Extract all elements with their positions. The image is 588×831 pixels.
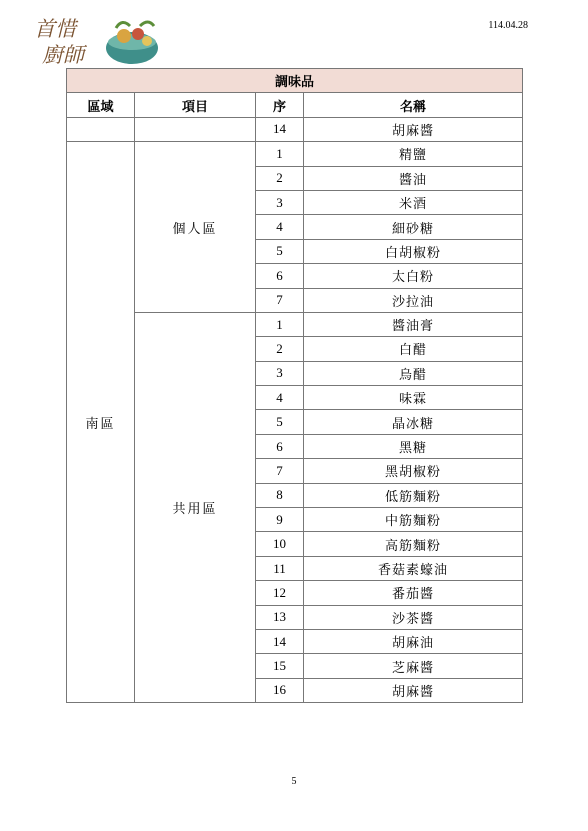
name-cell: 醬油 bbox=[304, 166, 523, 190]
name-cell: 高筋麵粉 bbox=[304, 532, 523, 556]
item-cell: 個人區 bbox=[135, 142, 256, 313]
page-number: 5 bbox=[291, 776, 297, 787]
table-header-row bbox=[67, 93, 523, 117]
seasoning-table bbox=[66, 68, 523, 703]
table-row bbox=[67, 142, 523, 166]
region-cell-empty bbox=[67, 117, 135, 141]
seq-cell: 5 bbox=[256, 410, 304, 434]
table-title-row bbox=[67, 69, 523, 93]
table-row bbox=[67, 117, 523, 141]
column-header-name: 名稱 bbox=[304, 93, 523, 117]
logo-text-line1: 首惜 bbox=[34, 17, 76, 41]
seq-cell: 2 bbox=[256, 337, 304, 361]
seq-cell: 2 bbox=[256, 166, 304, 190]
document-date: 114.04.28 bbox=[488, 20, 528, 31]
name-cell: 白醋 bbox=[304, 337, 523, 361]
seq-cell: 7 bbox=[256, 288, 304, 312]
seq-cell: 1 bbox=[256, 142, 304, 166]
name-cell: 胡麻醬 bbox=[304, 678, 523, 702]
name-cell: 白胡椒粉 bbox=[304, 239, 523, 263]
seq-cell: 6 bbox=[256, 434, 304, 458]
seq-cell: 10 bbox=[256, 532, 304, 556]
name-cell: 中筋麵粉 bbox=[304, 508, 523, 532]
item-cell-empty bbox=[135, 117, 256, 141]
name-cell: 烏醋 bbox=[304, 361, 523, 385]
name-cell: 胡麻醬 bbox=[304, 117, 523, 141]
seq-cell: 3 bbox=[256, 361, 304, 385]
seq-cell: 12 bbox=[256, 581, 304, 605]
name-cell: 黑糖 bbox=[304, 434, 523, 458]
name-cell: 太白粉 bbox=[304, 264, 523, 288]
name-cell: 味霖 bbox=[304, 386, 523, 410]
region-cell: 南區 bbox=[67, 142, 135, 703]
item-cell: 共用區 bbox=[135, 312, 256, 702]
seq-cell: 11 bbox=[256, 556, 304, 580]
seq-cell: 1 bbox=[256, 312, 304, 336]
column-header-item: 項目 bbox=[135, 93, 256, 117]
seq-cell: 15 bbox=[256, 654, 304, 678]
seq-cell: 8 bbox=[256, 483, 304, 507]
seq-cell: 14 bbox=[256, 629, 304, 653]
name-cell: 米酒 bbox=[304, 190, 523, 214]
seq-cell: 4 bbox=[256, 215, 304, 239]
seq-cell: 13 bbox=[256, 605, 304, 629]
name-cell: 香菇素蠔油 bbox=[304, 556, 523, 580]
name-cell: 芝麻醬 bbox=[304, 654, 523, 678]
column-header-seq: 序 bbox=[256, 93, 304, 117]
seq-cell: 4 bbox=[256, 386, 304, 410]
column-header-region: 區域 bbox=[67, 93, 135, 117]
logo bbox=[32, 14, 162, 68]
seq-cell: 5 bbox=[256, 239, 304, 263]
name-cell: 精鹽 bbox=[304, 142, 523, 166]
name-cell: 低筋麵粉 bbox=[304, 483, 523, 507]
seq-cell: 6 bbox=[256, 264, 304, 288]
seq-cell: 14 bbox=[256, 117, 304, 141]
table-row bbox=[67, 312, 523, 336]
name-cell: 細砂糖 bbox=[304, 215, 523, 239]
name-cell: 醬油膏 bbox=[304, 312, 523, 336]
seq-cell: 7 bbox=[256, 459, 304, 483]
logo-text-line2: 廚師 bbox=[42, 43, 84, 67]
name-cell: 胡麻油 bbox=[304, 629, 523, 653]
table-title: 調味品 bbox=[67, 69, 523, 93]
name-cell: 黑胡椒粉 bbox=[304, 459, 523, 483]
seq-cell: 16 bbox=[256, 678, 304, 702]
name-cell: 沙茶醬 bbox=[304, 605, 523, 629]
name-cell: 沙拉油 bbox=[304, 288, 523, 312]
seq-cell: 3 bbox=[256, 190, 304, 214]
name-cell: 番茄醬 bbox=[304, 581, 523, 605]
name-cell: 晶冰糖 bbox=[304, 410, 523, 434]
seq-cell: 9 bbox=[256, 508, 304, 532]
